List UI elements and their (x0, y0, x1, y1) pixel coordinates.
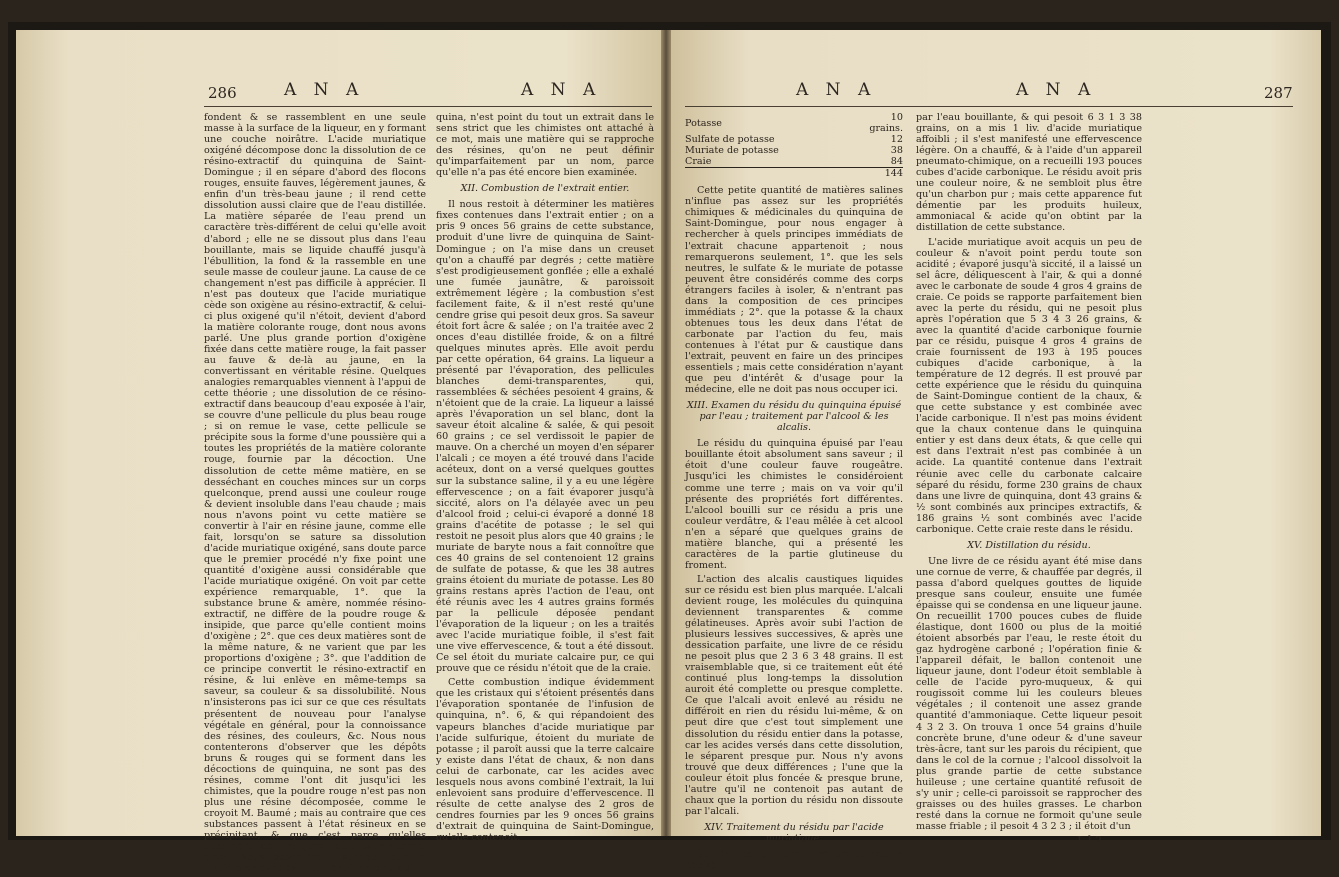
right-column-1 (685, 112, 903, 874)
table-total-row: 144 (685, 168, 903, 180)
section-xv-title: XV. Distillation du résidu. (967, 539, 1091, 551)
page-number-left: 286 (208, 84, 237, 102)
right-col2-paragraph-2: L'acide muriatique avoit acquis un peu de couleur & n'avoit point perdu toute son acidité ; évaporé jusqu'à siccité, il a laissé un sel âcre, déliquescent à l'air, & qui a donné avec le carbonate de soude 4 gros 4 grains de craie. Ce poids se rapporte parfaitement bien avec la perte du résidu, qui ne pesoit plus après l'opération que 5 3 4 3 26 grains, & avec la quantité d'acide carbonique fournie par ce résidu, puisque 4 gros 4 grains de craie fournissent de 193 à 195 pouces cubiques d'acide carbonique, à la température de 12 degrés. Il est prouvé par cette expérience que le résidu du quinquina de Saint-Domingue contient de la chaux, & que cette substance y est combinée avec l'acide carbonique. Il n'est pas moins évident que la chaux contenue dans le quinquina entier y est dans deux états, & que celle qui est dans l'extrait n'est pas combinée à un acide. La quantité contenue dans l'extrait réunie avec celle du carbonate calcaire séparé du résidu, forme 230 grains de chaux dans une livre de quinquina, dont 43 grains & ½ sont combinés aux principes extractifs, & 186 grains ½ sont combinés avec l'acide carbonique. Cette craie reste dans le résidu. (916, 236, 1142, 535)
left-column-2 (436, 112, 654, 846)
right-col2-paragraph-1: par l'eau bouillante, & qui pesoit 6 3 1 3 38 grains, on a mis 1 liv. d'acide muriatique affoibli ; il s'est manifesté une effervescence légère. On a chauffé, & à l'aide d'un appareil pneumato-chimique, on a recueilli 193 pouces cubes d'acide carbonique. Le résidu avoit pris une couleur noire, & ne sembloit plus être qu'un charbon pur ; mais cette apparence fut démentie par les produits huileux, ammoniacal & acide qu'on obtint par la distillation de cette substance. (916, 112, 1142, 234)
left-col2-paragraph-2: Cette combustion indique évidemment que les cristaux qui s'étoient présentés dans l'évaporation spontanée de l'infusion de quinquina, n°. 6, & qui répandoient des vapeurs blanches d'acide muriatique par l'acide sulfurique, étoient du muriate de potasse ; il paroît aussi que la terre calcaire y existe dans l'état de chaux, & non dans celui de carbonate, car les acides avec lesquels nous avons combiné l'extrait, la lui enlevoient sans produire d'effervescence. Il résulte de cette analyse des 2 gros de cendres fournies par les 9 onces 56 grains d'extrait de quinquina de Saint-Domingue, qu'elle contenoit, (436, 677, 654, 843)
left-column-1 (204, 112, 426, 877)
section-xiv-title: XIV. Traitement du résidu par l'acide muriatique. (704, 821, 884, 844)
table-row: Muriate de potasse 38 (685, 145, 903, 157)
right-col1-paragraph-1: Cette petite quantité de matières salines n'influe pas assez sur les propriétés chimiques & médicinales du quinquina de Saint-Domingue, pour nous engager à rechercher à quels principes immédiats de l'extrait chacune appartenoit ; nous remarquerons seulement, 1°. que les sels neutres, le sulfate & le muriate de potasse peuvent être considérés comme des corps étrangers faciles à isoler, & n'entrant pas dans la composition de ces principes immédiats ; 2°. que la potasse & la chaux obtenues tous les deux dans l'état de carbonate par l'action du feu, mais contenues à l'état pur & caustique dans l'extrait, peuvent en faire un des principes essentiels ; mais cette considération n'ayant que peu d'intérêt & d'usage pour la médecine, elle ne doit pas nous occuper ici. (685, 185, 903, 396)
left-page (16, 30, 661, 875)
signature-mark: L l 2 (1077, 834, 1102, 847)
right-col1-paragraph-2: Le résidu du quinquina épuisé par l'eau bouillante étoit absolument sans saveur ; il étoit d'une couleur fauve rougeâtre. Jusqu'ici les chimistes le considéroient comme une terre ; mais on va voir qu'il présente des propriétés fort différentes. L'alcool bouilli sur ce résidu a pris une couleur verdâtre, & l'eau mêlée à cet alcool n'en a séparé que quelques grains de matière blanche, qui a présenté les caractères de la partie glutineuse du froment. (685, 438, 903, 571)
table-row: Sulfate de potasse 12 (685, 134, 903, 146)
right-col1-paragraph-3: L'action des alcalis caustiques liquides sur ce résidu est bien plus marquée. L'alcali devient rouge, les molécules du quinquina deviennent transparentes & comme gélatineuses. Après avoir subi l'action de plusieurs lessives successives, & après une dessication parfaite, une livre de ce résidu ne pesoit plus que 2 3 6 3 48 grains. Il est vraisemblable que, si ce traitement eût été continué plus long-temps la dissolution auroit été complette ou presque complette. Ce que l'alcali avoit enlevé au résidu ne différoit en rien du résidu lui-même, & on peut dire que c'est tout simplement une dissolution du résidu entier dans la potasse, car les acides versés dans cette dissolution, le séparent presque pur. Nous n'y avons trouvé que deux différences ; l'une que la couleur étoit plus foncée & presque brune, l'autre qu'il ne contenoit pas autant de chaux que la portion du résidu non dissoute par l'alcali. (685, 573, 903, 817)
running-head-right-col1: A N A (796, 80, 877, 100)
right-page (671, 30, 1321, 872)
book-gutter (661, 30, 671, 836)
right-col2-paragraph-3: Une livre de ce résidu ayant été mise dans une cornue de verre, & chauffée par degrés, il passa d'abord quelques gouttes de liquide presque sans couleur, ensuite une fumée épaisse qui se condensa en une liqueur jaune. On recueillit 1700 pouces cubes de fluide élastique, dont 1600 ou plus de la moitié étoient absorbés par l'eau, le reste étoit du gaz hydrogène carboné ; l'opération finie & l'appareil défait, le ballon contenoit une liqueur jaune, dont l'odeur étoit semblable à celle de l'acide pyro-muqueux, & qui rougissoit comme lui les couleurs bleues végétales ; il contenoit une assez grande quantité d'ammoniaque. Cette liqueur pesoit 4 3 2 3. On trouva 1 once 54 grains d'huile concrète brune, d'une odeur & d'une saveur très-âcre, tant sur les parois du récipient, que dans le col de la cornue ; l'alcool dissolvoit la plus grande partie de cette substance huileuse ; une certaine quantité refusoit de s'y unir ; celle-ci paroissoit se rapprocher des graisses ou des huiles grasses. Le charbon resté dans la cornue ne formoit qu'une seule masse friable ; il pesoit 4 3 2 3 ; il étoit d'un (916, 555, 1142, 832)
running-head-left-col2: A N A (521, 80, 602, 100)
running-head-left: A N A (284, 80, 365, 100)
section-xiii-title: XIII. Examen du résidu du quinquina épuisé par l'eau ; traitement par l'alcool & les alcalis. (686, 400, 902, 434)
open-book (8, 22, 1331, 875)
running-head-right-col2: A N A (1016, 80, 1097, 100)
page-number-right: 287 (1264, 84, 1293, 102)
ash-composition-table (685, 112, 903, 179)
right-col1-paragraph-4: Sur le résidu d'une livre de quinquina épuisé (685, 849, 903, 872)
header-rule-right (685, 106, 1293, 107)
left-col2-intro: quina, n'est point du tout un extrait dans le sens strict que les chimistes ont attaché à ce mot, mais une matière qui se rapproche des résines, qu'on ne peut définir qu'imparfaitement par un nom, parce qu'elle n'a pas été encore bien examinée. (436, 112, 654, 179)
left-col2-paragraph-1: Il nous restoit à déterminer les matières fixes contenues dans l'extrait entier ; on a pris 9 onces 56 grains de cette substance, produit d'une livre de quinquina de Saint-Domingue ; on l'a mise dans un creuset qu'on a chauffé par degrés ; cette matière s'est prodigieusement gonflée ; elle a exhalé une fumée jaunâtre, & paroissoit extrêmement légère ; la combustion s'est facilement faite, & il n'est resté qu'une cendre grise qui pesoit deux gros. Sa saveur étoit fort âcre & salée ; on l'a traitée avec 2 onces d'eau distillée froide, & on a filtré quelques minutes après. Elle avoit perdu par cette opération, 64 grains. La liqueur a présenté par l'évaporation, des pellicules blanches demi-transparentes, qui, rassemblées & séchées pesoient 4 grains, & n'étoient que de la craie. La liqueur a laissé après l'évaporation un sel blanc, dont la saveur étoit alcaline & salée, & qui pesoit 60 grains ; ce sel verdissoit le papier de mauve. On a cherché un moyen d'en séparer l'alcali ; ce moyen a été trouvé dans l'acide acéteux, dont on a versé quelques gouttes sur la substance saline, il y a eu une légère effervescence ; on a fait évaporer jusqu'à siccité, alors on l'a délayée avec un peu d'alcool froid ; celui-ci évaporé a donné 18 grains d'acétite de potasse ; le sel qui restoit ne pesoit plus alors que 40 grains ; le muriate de baryte nous a fait connoître que ces 40 grains de sel contenoient 12 grains de sulfate de potasse, & que les 38 autres grains étoient du muriate de potasse. Les 80 grains restans après l'action de l'eau, ont été réunis avec les 4 autres grains formés par la pellicule déposée pendant l'évaporation de la liqueur ; on les a traités avec l'acide muriatique foible, il s'est fait une vive effervescence, & tout a été dissout. Ce sel étoit du muriate calcaire pur, ce qui prouve que ce résidu n'étoit que de la craie. (436, 199, 654, 675)
table-row: Craie 84 (685, 156, 903, 168)
section-xii-title: XII. Combustion de l'extrait entier. (460, 183, 630, 195)
table-row: Potasse 10 grains. (685, 112, 903, 135)
header-rule-left (204, 106, 652, 107)
left-col1-paragraph: fondent & se rassemblent en une seule masse à la surface de la liqueur, en y formant une couche noirâtre. L'acide muriatique oxigéné décompose donc la dissolution de ce résino-extractif du quinquina de Saint-Domingue ; il en sépare d'abord des flocons rouges, ensuite fauves, légèrement jaunes, & enfin d'un très-beau jaune ; il rend cette dissolution aussi claire que de l'eau distillée. La matière séparée de l'eau prend un caractère très-différent de celui qu'elle avoit d'abord ; elle ne se dissout plus dans l'eau bouillante, mais se liquide chauffé jusqu'à l'ébullition, la fond & la rassemble en une seule masse de couleur jaune. La cause de ce changement n'est pas difficile à apprécier. Il n'est pas douteux que l'acide muriatique cède son oxigène au résino-extractif, & celui-ci plus oxigené qu'il n'étoit, devient d'abord la matière colorante rouge, dont nous avons parlé. Une plus grande portion d'oxigène fixée dans cette matière rouge, la fait passer au fauve & de-là au jaune, en la convertissant en véritable résine. Quelques analogies remarquables viennent à l'appui de cette théorie ; une dissolution de ce résino-extractif dans beaucoup d'eau exposée à l'air, se couvre d'une pellicule du plus beau rouge ; si on remue le vase, cette pellicule se précipite sous la forme d'une poussière qui a toutes les propriétés de la matière colorante rouge, fournie par la décoction. Une dissolution de cette même matière, en se desséchant en couches minces sur un corps quelconque, prend aussi une couleur rouge & devient insoluble dans l'eau chaude ; mais nous n'avons point vu cette matière se convertir à l'air en résine jaune, comme elle fait, lorsqu'on se sature sa dissolution d'acide muriatique oxigéné, sans doute parce que le premier procédé n'y fixe point une quantité d'oxigène aussi considérable que l'acide muriatique oxigéné. On voit par cette expérience remarquable, 1°. que la substance brune & amère, nommée résino-extractif, ne diffère de la poudre rouge & insipide, que parce qu'elle contient moins d'oxigène ; 2°. que ces deux matières sont de la même nature, & ne varient que par les proportions d'oxigène ; 3°. que l'addition de ce principe convertit le résino-extractif en résine, & lui enlève en même-temps sa saveur, sa couleur & sa dissolubilité. Nous n'insisterons pas ici sur ce que ces résultats présentent de nouveau pour l'analyse végétale en général, pour la connoissance des résines, des couleurs, &c. Nous nous contenterons d'observer que les dépôts bruns & rouges qui se forment dans les décoctions de quinquina, ne sont pas des résines, comme l'ont dit jusqu'ici les chimistes, que la poudre rouge n'est pas non plus une résine décomposée, comme le croyoit M. Baumé ; mais au contraire que ces substances passent à l'état résineux en se précipitant, & que c'est parce qu'elles absorbent de l'oxigène, qu'elles s'altèrent ainsi. Nous observerons sur-tout que la matière enlevée par l'eau bouillante au quin- (204, 112, 426, 875)
right-column-2 (916, 112, 1142, 846)
